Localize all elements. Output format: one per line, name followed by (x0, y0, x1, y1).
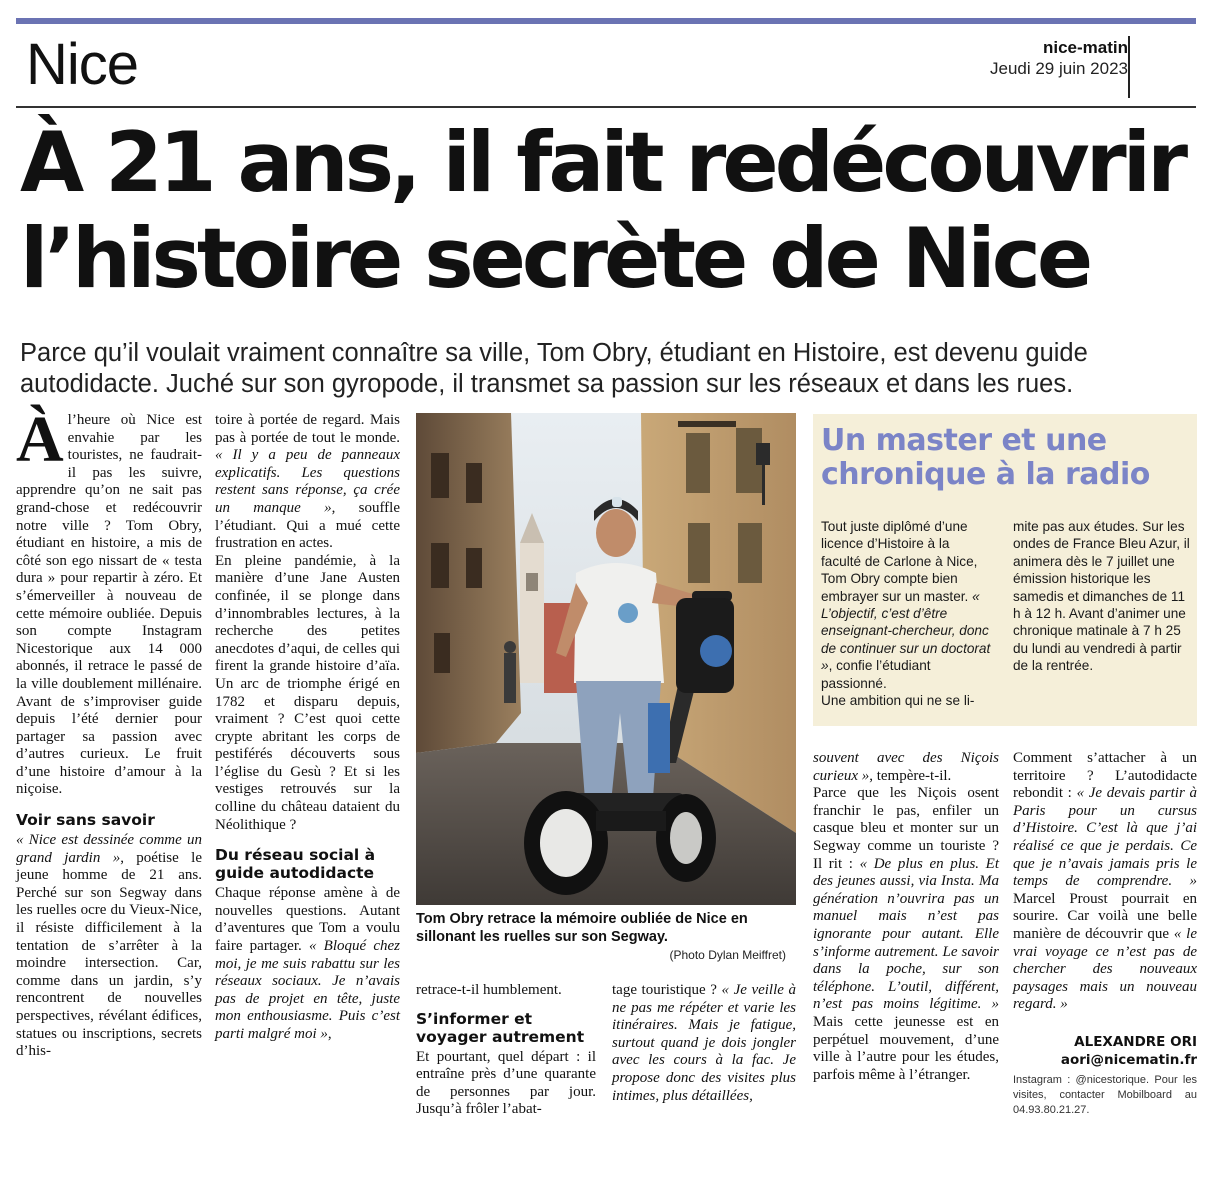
brand-name: nice-matin (1042, 38, 1128, 57)
paragraph-text: Mais cette jeunesse est en perpétuel mouvement, d’une ville à l’autre pour les études, parfois même à l’étranger. (813, 1013, 999, 1083)
author-signature (1013, 1033, 1197, 1069)
article-paragraph: Et pourtant, quel départ : il entraîne près d’une quarante de personnes par jour. Jusqu’à frôler l’abat- (416, 1048, 596, 1118)
article-column-2 (215, 412, 400, 1044)
paragraph-text: , (327, 1026, 332, 1042)
paragraph-text: Parce que les Niçois osent franchir le pas, enfiler un casque bleu et monter sur un Segway comme un touriste ? Il rit : (813, 785, 999, 872)
photo-caption: Tom Obry retrace la mémoire oubliée de Nice en sillonant les ruelles sur son Segway. (416, 911, 748, 945)
article-paragraph (1013, 750, 1197, 1014)
photo-credit: (Photo Dylan Meiffret) (669, 948, 786, 962)
publication-date: Jeudi 29 juin 2023 (989, 59, 1128, 78)
sidebar-text: Tout juste diplômé d’une licence d’Histoire à la faculté de Carlone à Nice, Tom Obry compte bien embrayer sur un master. (821, 519, 978, 604)
author-email: aori@nicematin.fr (1060, 1052, 1197, 1068)
article-column-3 (416, 982, 596, 1119)
article-photo (416, 413, 796, 905)
brand-block (990, 38, 1128, 80)
quote-text: « Nice est dessinée comme un grand jardin » (16, 832, 202, 866)
quote-text: « De plus en plus. Et des jeunes aussi, via Insta. Ma génération n’ouvrira pas un manuel mais n’est pas ignorante pour autant. Elle s’informe autrement. Le savoir dans la poche, sur son téléphone. L’outil, différent, n’est pas moins légitime. » (813, 855, 999, 1013)
headline-line-1: À 21 ans, il fait redécouvrir (20, 114, 1185, 211)
quote-text: « Je veille à ne pas me répéter et varie les itinéraires. Mais je fatigue, surtout quand je dois jongler avec les cours à la fac. Je propose donc des visites plus intimes, plus détaillées, (612, 982, 796, 1104)
sidebar-column-1 (821, 518, 993, 709)
quote-text: « Bloqué chez moi, je me suis rabattu sur les réseaux sociaux. Je n’avais pas de projet en tête, juste mon enthousiasme. Puis c’est parti malgré moi » (215, 938, 401, 1042)
subhead-s-informer: S’informer et voyager autrement (416, 1009, 585, 1046)
article-paragraph (813, 750, 999, 785)
paragraph-text: , poétise le jeune homme de 21 ans. Perché sur son Segway dans les ruelles ocre du Vieux-Nice, il résiste difficilement à la tentation de s’arrêter à la moindre intersection. Car, comme dans un jardin, s’y rencontrent de nouvelles perspectives, révélant édifices, statues ou inscriptions, secrets d’his- (16, 849, 202, 1060)
paragraph-text: Marcel Proust pourrait en sourire. Car voilà une belle manière de découvrir que (1013, 890, 1197, 942)
paragraph-text: Comment s’attacher à un territoire ? L’autodidacte rebondit : (1013, 750, 1197, 802)
article-paragraph (813, 785, 999, 1084)
article-paragraph (215, 885, 400, 1043)
paragraph-text: l’heure où Nice est envahie par les touristes, ne faudrait-il pas les suivre, apprendre qu’on ne sait pas grand-chose et redécouvrir notre ville ? Tom Obry, étudiant en histoire, a mis de côté son ego nissart de « testa dura » pour repartir à zéro. Et s’émerveiller à nouveau de cette mémoire oubliée. Depuis son compte Instagram Nicestorique aux 14 000 abonnés, il retrace le passé de la ville doublement millénaire. Avant de s’improviser guide depuis l’été dernier pour partager sa passion avec d’autres curieux. Le fruit d’une histoire d’amour à la niçoise. (16, 412, 202, 798)
quote-text: « Je devais partir à Paris pour un cursus d’Histoire. C’est là que j’ai réalisé ce que je perdais. Ce que je n’avais jamais pris le temps de comprendre. » (1013, 785, 1197, 890)
paragraph-text: toire à portée de regard. Mais pas à portée de tout le monde. (215, 412, 400, 446)
article-paragraph (16, 832, 202, 1061)
article-paragraph: En pleine pandémie, à la manière d’une Jane Austen confinée, il se plonge dans d’innombrables lectures, à la recherche des petites anecdotes d’aqui, de celles qui firent la grande histoire d’aïa. Un arc de triomphe érigé en 1782 et disparu depuis, vraiment ? C’est quoi cette crypte abritant les corps de pestiférés découverts sous l’église du Gesù ? Et si les vestiges retrouvés sur la colline du château dataient du Néolithique ? (215, 552, 400, 833)
headline (20, 115, 1200, 307)
article-paragraph (16, 403, 202, 799)
header-rule (16, 106, 1196, 108)
quote-text: souvent avec des Niçois curieux » (813, 750, 999, 784)
top-rule (16, 18, 1196, 24)
headline-line-2: l’histoire secrète de Nice (20, 210, 1090, 307)
subhead-reseau-social: Du réseau social à guide autodidacte (215, 846, 376, 883)
drop-cap: À (16, 403, 64, 476)
sidebar-quote: « L’objectif, c’est d’être enseignant-chercheur, donc de continuer sur un doctorat » (821, 588, 991, 674)
sidebar-column-2: mite pas aux études. Sur les ondes de France Bleu Azur, il animera dès le 7 juillet une émission historique les samedis et dimanches de 11 h à 12 h. Avant d’animer une chronique matinale à 7 h 25 du lundi au vendredi à partir de la rentrée. (1013, 519, 1190, 674)
instagram-note: Instagram : @nicestorique. Pour les visites, contacter Mobilboard au 04.93.80.21.27. (1013, 1074, 1197, 1116)
sidebar-title: Un master et une chronique à la radio (821, 423, 1150, 492)
article-paragraph: retrace-t-il humblement. (416, 982, 562, 998)
paragraph-text: Chaque réponse amène à de nouvelles questions. Autant d’aventures que Tom a voulu faire partager. (215, 885, 400, 955)
article-column-4 (612, 982, 796, 1105)
sidebar-text: Une ambition qui ne se li- (821, 693, 975, 709)
paragraph-text: , souffle l’étudiant. Qui a mué cette frustration en actes. (215, 499, 400, 552)
section-name: Nice (26, 32, 139, 97)
article-column-6 (1013, 750, 1197, 1014)
paragraph-text: , tempère-t-il. (869, 767, 952, 784)
quote-text: « Il y a peu de panneaux explicatifs. Les questions restent sans réponse, ça crée un manque » (215, 447, 400, 516)
article-paragraph (215, 412, 400, 553)
sidebar-box (813, 414, 1197, 726)
article-column-1 (16, 403, 202, 1061)
subhead-voir-sans-savoir: Voir sans savoir (16, 811, 155, 830)
article-paragraph (612, 982, 796, 1105)
quote-text: « le vrai voyage ce n’est pas de chercher des nouveaux paysages mais un nouveau regard. » (1013, 925, 1198, 1013)
paragraph-text: tage touristique ? (612, 982, 722, 998)
article-column-5 (813, 750, 999, 1084)
sidebar-text: , confie l’étudiant passionné. (821, 658, 931, 691)
brand-divider (1128, 36, 1130, 98)
author-name: ALEXANDRE ORI (1074, 1034, 1197, 1050)
segway-street-photo (416, 413, 796, 905)
standfirst: Parce qu’il voulait vraiment connaître sa ville, Tom Obry, étudiant en Histoire, est devenu guide autodidacte. Juché sur son gyropode, il transmet sa passion sur les réseaux et dans les rues. (20, 339, 1088, 398)
